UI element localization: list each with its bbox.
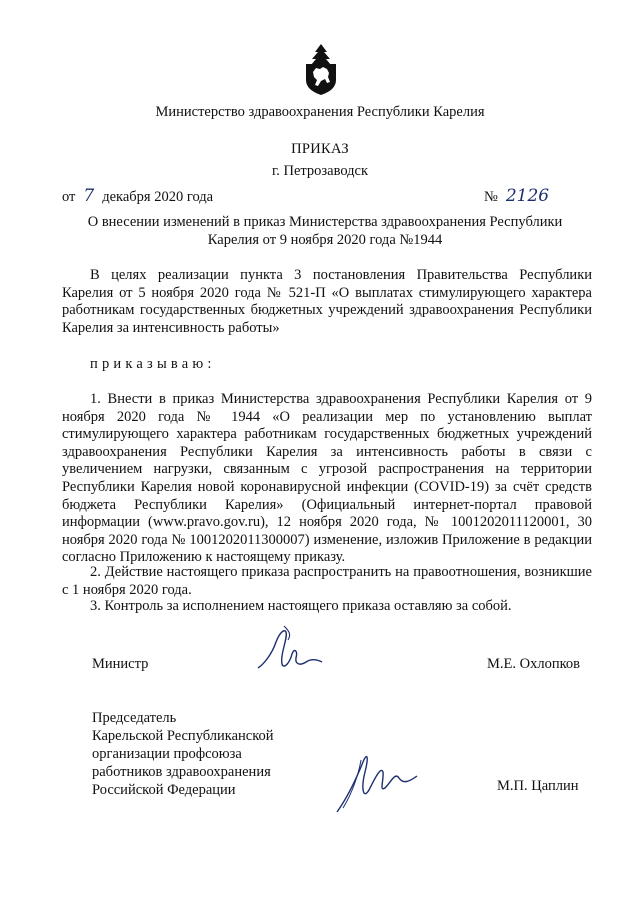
- ministry-name: Министерство здравоохранения Республики Карелия: [155, 104, 485, 120]
- union-chair-title: [92, 709, 274, 799]
- union-chair-name: М.П. Цаплин: [497, 778, 579, 794]
- date-day-handwritten: 7: [83, 186, 95, 206]
- document-type: ПРИКАЗ: [291, 141, 349, 157]
- item-1-text: 1. Внести в приказ Министерства здравоохранения Республики Карелия от 9 ноября 2020 года № 1944 «О реализации мер по установлению выплат стимулирующего характера работникам государственных бюджетных учреждений здравоохранения Республики Карелия за интенсивность работы в связи с увеличением нагрузки, связанным с угрозой распространения на территории Республики Карелия новой коронавирусной инфекции (COVID-19) за счёт средств бюджета Республики Карелия» (Официальный интернет-портал правовой информации (www.pravo.gov.ru), 12 ноября 2020 года, № 1001202011120001, 30 ноября 2020 года № 1001202011300007) изменение, изложив Приложение в редакции согласно Приложению к настоящему приказу.: [62, 391, 592, 566]
- karelia-bear-shield-icon: [301, 44, 341, 96]
- date-rest: декабря 2020 года: [102, 189, 214, 205]
- minister-label: Министр: [92, 656, 149, 672]
- preamble-text: В целях реализации пункта 3 постановления Правительства Республики Карелия от 5 ноября 2020 года № 521-П «О выплатах стимулирующего характера работникам государственных бюджетных учреждений здравоохранения Республики Карелия за интенсивность работы»: [62, 267, 592, 336]
- item-3: [62, 598, 592, 616]
- chair-line: Карельской Республиканской: [92, 728, 274, 744]
- order-subject: О внесении изменений в приказ Министерства здравоохранения Республики Карелия от 9 ноября 2020 года №1944: [87, 214, 563, 248]
- date-prefix: от: [62, 189, 76, 205]
- item-1: [62, 391, 592, 567]
- chair-line: Российской Федерации: [92, 782, 236, 798]
- number-handwritten: 2126: [505, 186, 550, 206]
- chair-line: организации профсоюза: [92, 746, 242, 762]
- city: г. Петрозаводск: [271, 163, 369, 179]
- union-chair-signature: [333, 742, 421, 814]
- chair-line: Председатель: [92, 710, 177, 726]
- preamble: [62, 267, 592, 337]
- minister-name: М.Е. Охлопков: [487, 656, 580, 672]
- decree-word: приказываю:: [90, 356, 216, 372]
- chair-line: работников здравоохранения: [92, 764, 271, 780]
- minister-signature: [254, 624, 324, 672]
- number-prefix: №: [484, 189, 498, 205]
- item-2: [62, 564, 592, 599]
- item-2-text: 2. Действие настоящего приказа распространить на правоотношения, возникшие с 1 ноября 2020 года.: [62, 564, 592, 598]
- order-number: [484, 188, 549, 207]
- order-date: [62, 188, 213, 207]
- item-3-text: 3. Контроль за исполнением настоящего приказа оставляю за собой.: [90, 598, 512, 614]
